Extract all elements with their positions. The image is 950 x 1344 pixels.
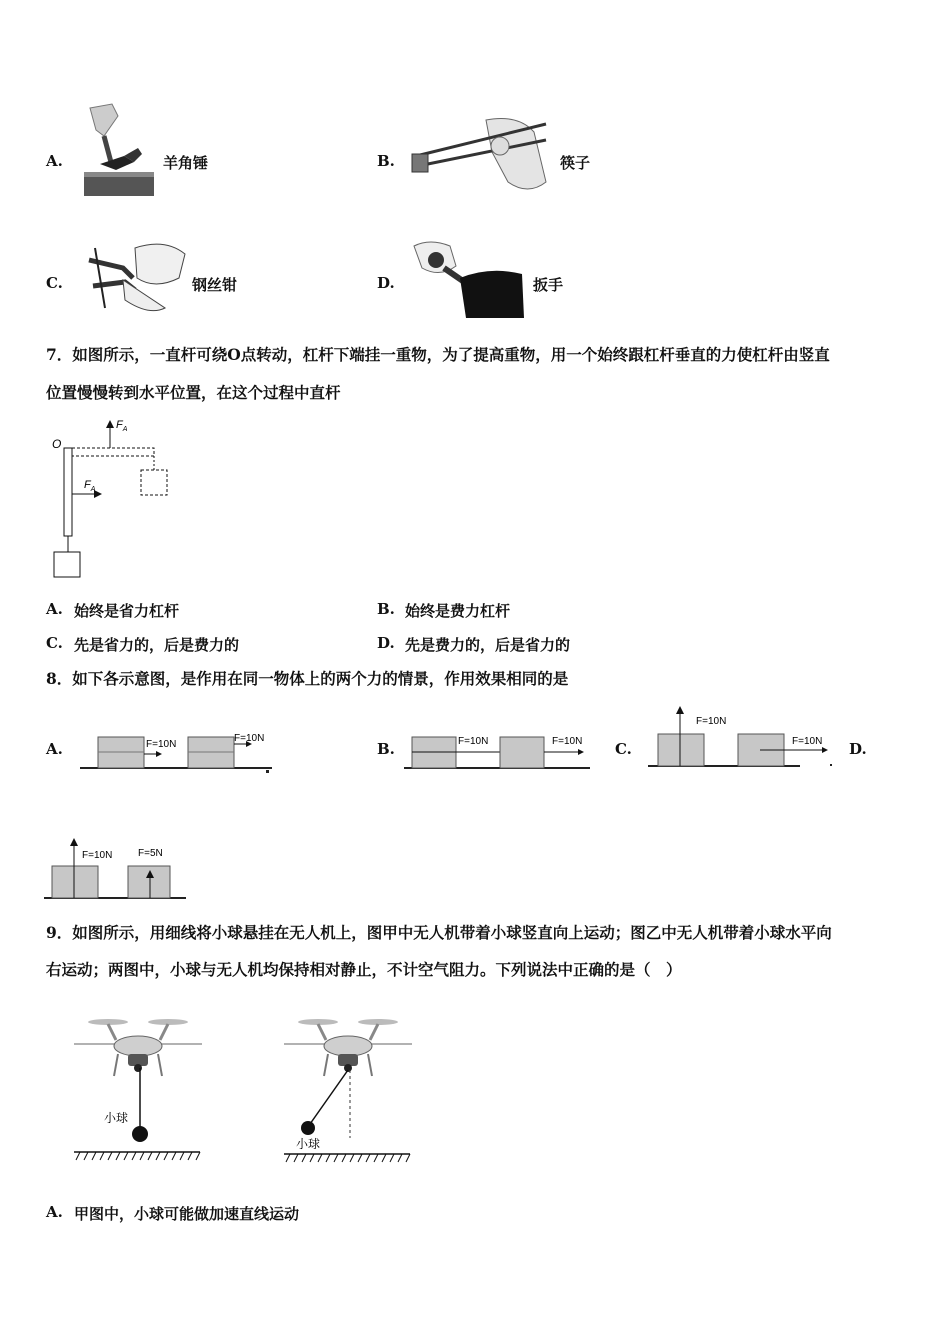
force-sub: A: [122, 426, 128, 433]
svg-text:FA: [84, 479, 96, 493]
drone-icon: [284, 1019, 412, 1076]
force-text: F=10N: [458, 736, 489, 747]
lever-figure: [44, 412, 180, 582]
option-text: 甲图中，小球可能做加速直线运动: [74, 1205, 300, 1223]
pivot-label: O: [52, 437, 62, 451]
vertical-rod: [64, 448, 72, 536]
weight-box: [54, 552, 80, 577]
q9-stem-line2: 右运动；两图中，小球与无人机均保持相对静止，不计空气阻力。下列说法中正确的是（ ）: [46, 960, 682, 979]
option-text: 钢丝钳: [192, 276, 238, 294]
horizontal-rod-dashed: [72, 448, 154, 456]
option-text: 先是省力的，后是费力的: [74, 636, 240, 654]
force-sub: A: [90, 486, 96, 493]
box: [52, 866, 98, 898]
svg-text:FA: [116, 419, 128, 433]
q8-option-b-label[interactable]: B.: [377, 740, 395, 758]
chopsticks-icon: [408, 112, 550, 194]
option-text: 筷子: [560, 154, 591, 172]
q7-stem-line2: 位置慢慢转到水平位置，在这个过程中直杆: [46, 383, 341, 402]
option-label: D.: [377, 634, 395, 652]
force-text: F=10N: [792, 736, 823, 747]
force-text: F=10N: [82, 850, 113, 861]
option-label: A.: [46, 600, 63, 618]
weight-box-dashed: [141, 470, 167, 495]
option-label: B.: [377, 152, 395, 170]
option-label: B.: [377, 600, 395, 618]
q8-figure-b: [404, 730, 596, 776]
wrench-icon: [410, 238, 526, 318]
ball: [301, 1121, 315, 1135]
pliers-icon: [75, 238, 189, 318]
option-label: A.: [46, 152, 63, 170]
option-text: 始终是费力杠杆: [405, 602, 511, 620]
force-text: F=5N: [138, 848, 163, 859]
drone-figure-jia: [70, 1010, 206, 1166]
drone-figure-yi: [280, 1010, 416, 1166]
ball-label: 小球: [296, 1137, 321, 1151]
q8-option-d-label[interactable]: D.: [849, 740, 867, 758]
box: [500, 737, 544, 768]
option-label: C.: [46, 634, 63, 652]
option-label: C.: [46, 274, 63, 292]
force-text: F=10N: [234, 733, 265, 744]
box: [128, 866, 170, 898]
q8-option-c-label[interactable]: C.: [615, 740, 632, 758]
q8-figure-c: [648, 704, 834, 772]
force-text: F=10N: [146, 739, 177, 750]
box: [658, 734, 704, 766]
force-text: F=10N: [552, 736, 583, 747]
option-text: 扳手: [533, 276, 564, 294]
force-label: F: [84, 479, 91, 491]
force-text: F=10N: [696, 716, 727, 727]
claw-hammer-icon: [82, 102, 158, 198]
option-text: 羊角锤: [163, 154, 209, 172]
drone-icon: [74, 1019, 202, 1076]
option-label: D.: [377, 274, 395, 292]
q9-stem-line1: 9．如图所示，用细线将小球悬挂在无人机上，图甲中无人机带着小球竖直向上运动；图乙中无人机带着小球水平向: [46, 923, 832, 942]
option-label: A.: [46, 1203, 63, 1221]
q8-stem: 8．如下各示意图，是作用在同一物体上的两个力的情景，作用效果相同的是: [46, 669, 569, 688]
option-text: 始终是省力杠杆: [74, 602, 180, 620]
force-label: F: [116, 419, 123, 431]
q8-option-a-label[interactable]: A.: [46, 740, 63, 758]
q8-figure-a: [80, 730, 276, 776]
ball-label: 小球: [104, 1111, 129, 1125]
option-text: 先是费力的，后是省力的: [405, 636, 571, 654]
ball: [132, 1126, 148, 1142]
q8-figure-d: [44, 834, 194, 904]
q7-stem-line1: 7．如图所示，一直杆可绕O点转动，杠杆下端挂一重物，为了提高重物，用一个始终跟杠杆垂直的力使杠杆由竖直: [46, 345, 830, 364]
